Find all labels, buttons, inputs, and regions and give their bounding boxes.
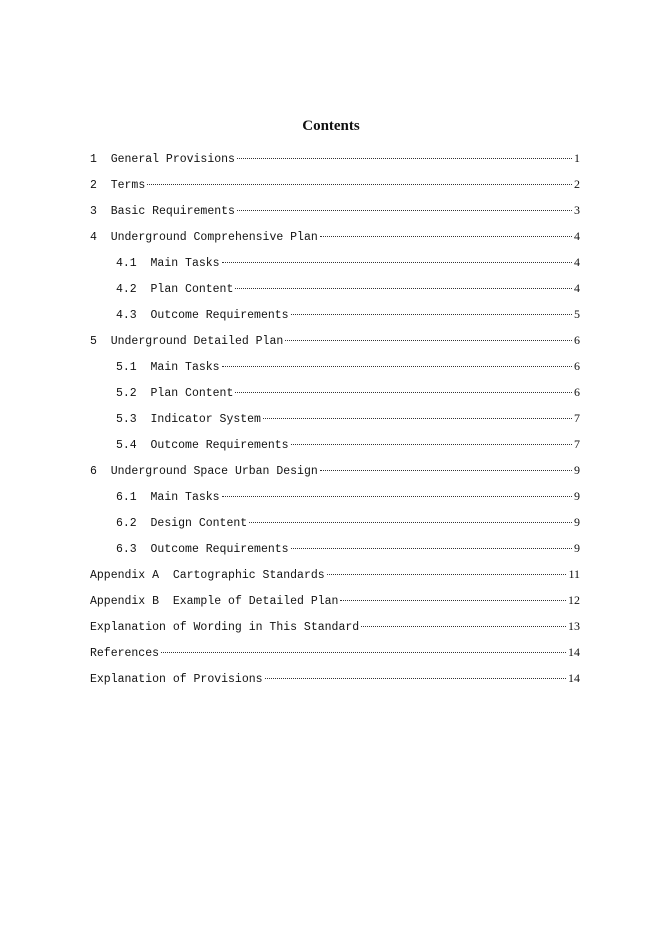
toc-entry-label: Underground Detailed Plan	[110, 335, 284, 348]
toc-entry-page-number: 13	[568, 619, 580, 633]
toc-entry	[90, 202, 580, 218]
toc-entry-number: Appendix A	[90, 569, 160, 582]
toc-entry-page-number: 4	[574, 229, 580, 243]
toc-entry-label: Main Tasks	[150, 257, 220, 270]
toc-entry-page-number: 4	[574, 281, 580, 295]
toc-entry	[90, 618, 580, 634]
toc-entry	[116, 254, 580, 270]
toc-entry	[116, 384, 580, 400]
toc-entry-label: Explanation of Wording in This Standard	[90, 621, 360, 634]
toc-entry-gap	[137, 360, 151, 376]
toc-entry-page-number: 1	[574, 151, 580, 165]
toc-entry-number: Appendix B	[90, 595, 160, 608]
toc-entry-page-number: 11	[568, 567, 580, 581]
toc-dot-leader	[222, 261, 572, 263]
toc-entry	[90, 670, 580, 686]
toc-entry-number: 5.4	[116, 439, 137, 452]
toc-entry-label: Main Tasks	[150, 361, 220, 374]
toc-dot-leader	[263, 417, 572, 419]
toc-entry-page-number: 14	[568, 671, 580, 685]
toc-dot-leader	[361, 625, 566, 627]
toc-entry-label: Outcome Requirements	[150, 309, 289, 322]
toc-dot-leader	[291, 547, 572, 549]
toc-entry-page-number: 6	[574, 359, 580, 373]
toc-entry-number: 5.3	[116, 413, 137, 426]
toc-entry-page-number: 7	[574, 437, 580, 451]
toc-dot-leader	[147, 183, 572, 185]
toc-entry-gap	[159, 568, 173, 584]
toc-entry	[116, 280, 580, 296]
toc-entry-gap	[97, 152, 111, 168]
toc-entry-number: 6.2	[116, 517, 137, 530]
toc-entry-page-number: 9	[574, 489, 580, 503]
toc-entry	[116, 358, 580, 374]
toc-entry-label: Main Tasks	[150, 491, 220, 504]
toc-entry	[90, 644, 580, 660]
toc-entry	[90, 176, 580, 192]
toc-entry-number: 5.1	[116, 361, 137, 374]
toc-entry-number: 6.1	[116, 491, 137, 504]
toc-entry	[116, 540, 580, 556]
toc-dot-leader	[291, 443, 572, 445]
toc-entry-label: Cartographic Standards	[172, 569, 325, 582]
toc-entry	[90, 566, 580, 582]
toc-dot-leader	[327, 573, 567, 575]
toc-entry-gap	[137, 412, 151, 428]
toc-entry-number: 4.1	[116, 257, 137, 270]
toc-entry-number: 5	[90, 335, 97, 348]
toc-entry-page-number: 14	[568, 645, 580, 659]
toc-entry-page-number: 6	[574, 333, 580, 347]
toc-entry	[116, 488, 580, 504]
toc-dot-leader	[265, 677, 566, 679]
toc-entry-gap	[137, 490, 151, 506]
toc-entry-gap	[97, 178, 111, 194]
toc-entry-label: Example of Detailed Plan	[172, 595, 339, 608]
toc-entry-gap	[137, 438, 151, 454]
toc-entry-number: 2	[90, 179, 97, 192]
toc-entry	[90, 592, 580, 608]
toc-entry-gap	[97, 334, 111, 350]
toc-entry-number: 6	[90, 465, 97, 478]
toc-entry-gap	[137, 516, 151, 532]
toc-entry	[116, 514, 580, 530]
toc-entry-label: Plan Content	[150, 387, 234, 400]
toc-entry	[90, 150, 580, 166]
toc-entry-page-number: 9	[574, 463, 580, 477]
toc-entry-page-number: 3	[574, 203, 580, 217]
toc-entry-number: 4.3	[116, 309, 137, 322]
toc-dot-leader	[320, 235, 572, 237]
toc-entry-gap	[97, 204, 111, 220]
toc-dot-leader	[340, 599, 566, 601]
toc-entry-label: Outcome Requirements	[150, 543, 289, 556]
toc-dot-leader	[237, 209, 572, 211]
toc-entry-label: General Provisions	[110, 153, 235, 166]
toc-entry	[116, 410, 580, 426]
toc-entry	[90, 462, 580, 478]
toc-entry	[90, 228, 580, 244]
toc-entry	[116, 436, 580, 452]
toc-entry-number: 6.3	[116, 543, 137, 556]
toc-entry-number: 4.2	[116, 283, 137, 296]
toc-entry-page-number: 12	[568, 593, 580, 607]
toc-entry-label: Terms	[110, 179, 146, 192]
toc-entry-page-number: 4	[574, 255, 580, 269]
toc-entry-label: Plan Content	[150, 283, 234, 296]
toc-entry-gap	[97, 230, 111, 246]
toc-entry-label: Underground Comprehensive Plan	[110, 231, 318, 244]
toc-entry-page-number: 9	[574, 515, 580, 529]
toc-dot-leader	[222, 495, 572, 497]
toc-dot-leader	[285, 339, 572, 341]
toc-entry-number: 4	[90, 231, 97, 244]
toc-entry-gap	[159, 594, 173, 610]
toc-dot-leader	[291, 313, 572, 315]
toc-dot-leader	[249, 521, 572, 523]
toc-dot-leader	[222, 365, 572, 367]
toc-entry-gap	[137, 308, 151, 324]
toc-entry-gap	[137, 256, 151, 272]
toc-entry-number: 1	[90, 153, 97, 166]
toc-dot-leader	[235, 391, 572, 393]
toc-entry-gap	[97, 464, 111, 480]
toc-entry-gap	[137, 542, 151, 558]
toc-dot-leader	[235, 287, 572, 289]
toc-entry-label: References	[90, 647, 160, 660]
toc-entry-label: Explanation of Provisions	[90, 673, 263, 686]
toc-entry	[116, 306, 580, 322]
toc-entry-number: 3	[90, 205, 97, 218]
toc-entry	[90, 332, 580, 348]
toc-entry-label: Outcome Requirements	[150, 439, 289, 452]
toc-entry-page-number: 5	[574, 307, 580, 321]
toc-dot-leader	[161, 651, 566, 653]
toc-entry-label: Indicator System	[150, 413, 261, 426]
toc-dot-leader	[237, 157, 572, 159]
toc-entry-gap	[137, 386, 151, 402]
toc-entry-label: Design Content	[150, 517, 248, 530]
toc-entry-label: Basic Requirements	[110, 205, 235, 218]
toc-entry-label: Underground Space Urban Design	[110, 465, 318, 478]
toc-dot-leader	[320, 469, 572, 471]
toc-entry-page-number: 2	[574, 177, 580, 191]
toc-entry-page-number: 6	[574, 385, 580, 399]
toc-entry-page-number: 7	[574, 411, 580, 425]
toc-entry-number: 5.2	[116, 387, 137, 400]
toc-entry-gap	[137, 282, 151, 298]
toc-entry-page-number: 9	[574, 541, 580, 555]
page-title: Contents	[302, 118, 360, 134]
